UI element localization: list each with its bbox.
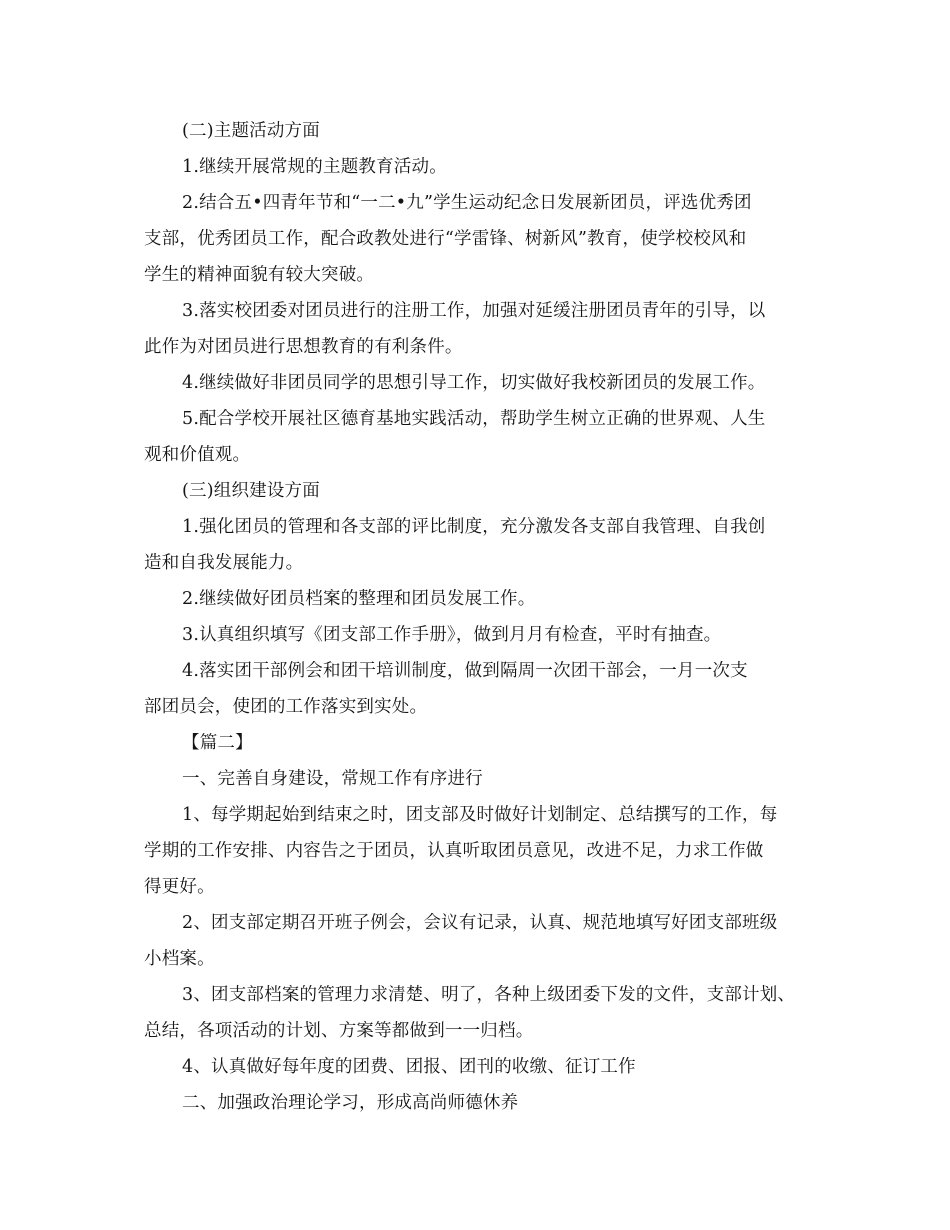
section-heading-self-building: 一、完善自身建设，常规工作有序进行 <box>182 769 483 789</box>
section-heading-theme-activities: (二)主题活动方面 <box>182 121 320 141</box>
paragraph-line: 1、每学期起始到结束之时，团支部及时做好计划制定、总结撰写的工作，每 <box>182 805 778 825</box>
paragraph-line: 2.继续做好团员档案的整理和团员发展工作。 <box>182 589 536 609</box>
paragraph-line: 5.配合学校开展社区德育基地实践活动，帮助学生树立正确的世界观、人生 <box>182 409 766 429</box>
paragraph-line: 小档案。 <box>144 949 215 969</box>
paragraph-line: 2.结合五•四青年节和“一二•九”学生运动纪念日发展新团员，评选优秀团 <box>182 193 752 213</box>
paragraph-line: 3.落实校团委对团员进行的注册工作，加强对延缓注册团员青年的引导，以 <box>182 301 766 321</box>
section-heading-political-study: 二、加强政治理论学习，形成高尚师德休养 <box>182 1093 519 1113</box>
paragraph-line: 学生的精神面貌有较大突破。 <box>144 265 375 285</box>
paragraph-line: 1.强化团员的管理和各支部的评比制度，充分激发各支部自我管理、自我创 <box>182 517 766 537</box>
section-heading-organization: (三)组织建设方面 <box>182 481 320 501</box>
paragraph-line: 2、团支部定期召开班子例会，会议有记录，认真、规范地填写好团支部班级 <box>182 913 778 933</box>
paragraph-line: 部团员会，使团的工作落实到实处。 <box>144 697 428 717</box>
paragraph-line: 造和自我发展能力。 <box>144 553 304 573</box>
paragraph-line: 3、团支部档案的管理力求清楚、明了，各种上级团委下发的文件，支部计划、 <box>182 985 796 1005</box>
paragraph-line: 4、认真做好每年度的团费、团报、团刊的收缴、征订工作 <box>182 1057 636 1077</box>
paragraph-line: 得更好。 <box>144 877 215 897</box>
paragraph-line: 支部，优秀团员工作，配合政教处进行“学雷锋、树新风”教育，使学校校风和 <box>144 229 747 249</box>
paragraph-line: 总结，各项活动的计划、方案等都做到一一归档。 <box>144 1021 534 1041</box>
paragraph-line: 1.继续开展常规的主题教育活动。 <box>182 157 447 177</box>
paragraph-line: 此作为对团员进行思想教育的有利条件。 <box>144 337 463 357</box>
paragraph-line: 4.继续做好非团员同学的思想引导工作，切实做好我校新团员的发展工作。 <box>182 373 766 393</box>
paragraph-line: 观和价值观。 <box>144 445 251 465</box>
paragraph-line: 4.落实团干部例会和团干培训制度，做到隔周一次团干部会，一月一次支 <box>182 661 748 681</box>
part-heading: 【篇二】 <box>182 733 253 753</box>
paragraph-line: 3.认真组织填写《团支部工作手册》，做到月月有检查，平时有抽查。 <box>182 625 722 645</box>
paragraph-line: 学期的工作安排、内容告之于团员，认真听取团员意见，改进不足，力求工作做 <box>144 841 764 861</box>
